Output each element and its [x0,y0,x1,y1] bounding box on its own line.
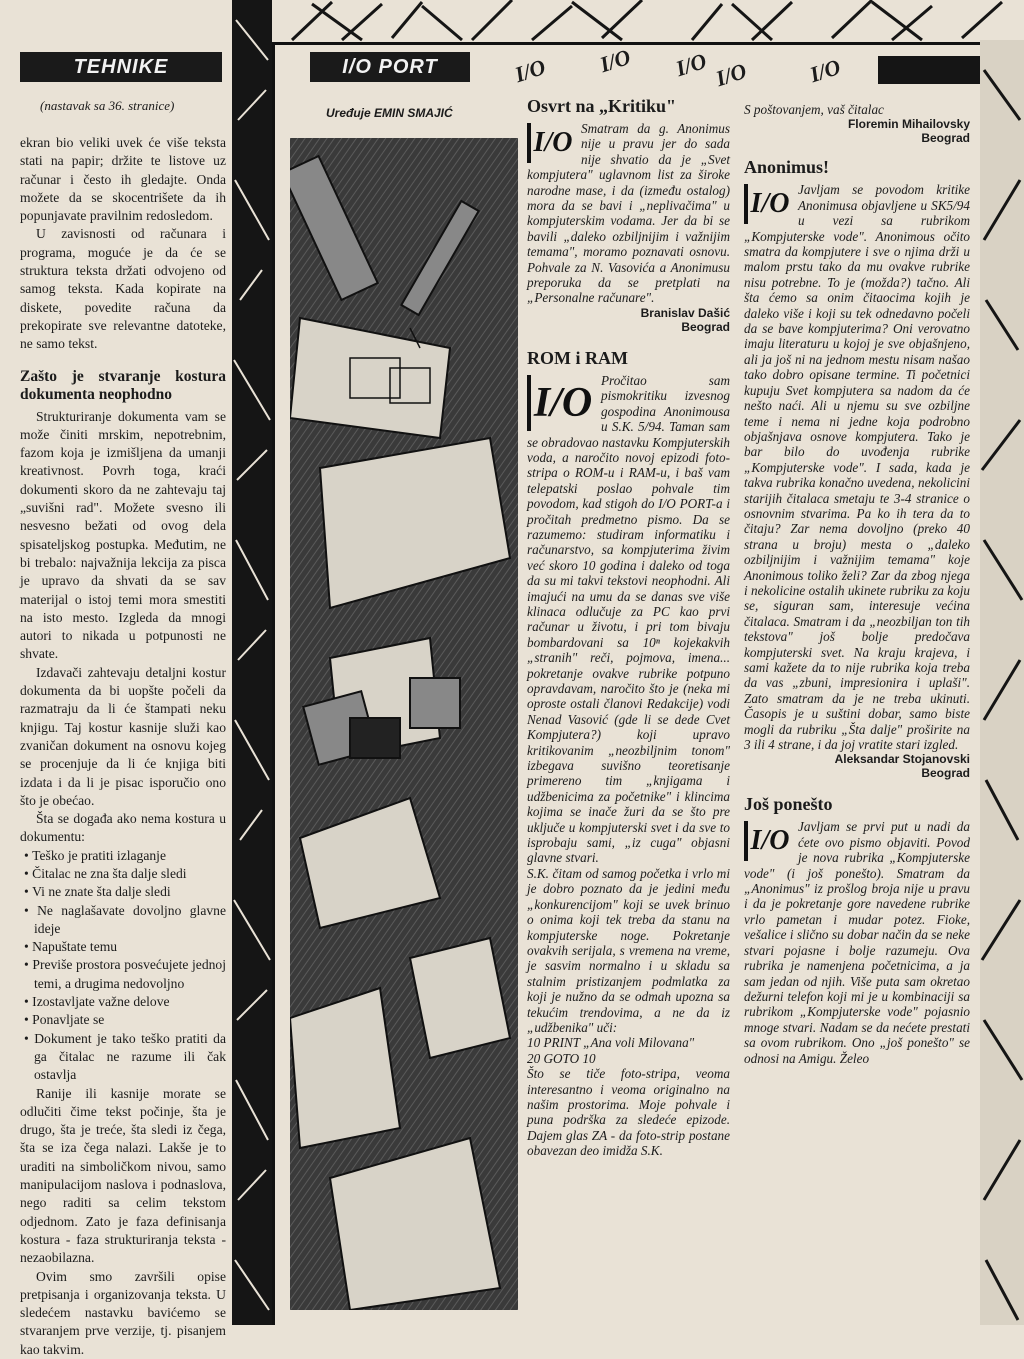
closing-line: S poštovanjem, vaš čitalac [744,102,884,117]
letter-body [744,182,970,752]
paragraph: Šta se događa ako nema kostura u dokumentu: [20,811,226,845]
letter-title: Još ponešto [744,794,833,815]
tehnike-column [0,0,232,1357]
bullet-item: • Ponavljate se [20,1011,226,1029]
letter-paragraph: S.K. čitam od samog početka i vrlo mi je dobro poznato da je jedini među „konkurencijom" koji se uvek brinuo o onima koji tek treba da stanu na kompjuterske noge. Pokretanje ovakvih serijala, s vremena na vreme, je sasvim normalno i u skladu sa stalnim pristizanjem podmlatka za koji je nužno da se odmah upozna sa tekućim trendovima, a ne da iz „udžbenika" uči: [527,865,730,1035]
paragraph: U zavisnosti od računara i programa, moguće je da će se struktura teksta držati odvojeno od samog teksta. Kada kopirate na diskete, povedite računa da prekopirate sve relevantne datoteke, ne samo tekst. [20,226,226,352]
paragraph: Ovim smo završili opise pretpisanja i organizovanja teksta. U sledećem nastavku bavićemo se stvaranjem prve verzije, tj. pisanjem kao takvim. [20,1268,226,1357]
letter-title: ROM i RAM [527,347,628,368]
decorative-strip [232,0,272,1325]
bullet-item: • Vi ne znate šta dalje sledi [20,883,226,901]
bullet-list [20,847,226,1085]
signature-city: Beograd [921,131,970,146]
io-logo: I/O [672,47,710,82]
io-logo: I/O [527,123,575,163]
letter-body [744,819,970,1066]
signature-name: Branislav Dašić [640,305,730,320]
decorative-scribble [272,0,1024,44]
io-port-banner: I/O PORT [310,52,470,82]
io-logo: I/O [744,184,792,224]
letters-column-2 [744,102,970,1066]
io-logo: I/O [511,53,549,88]
bullet-item: • Čitalac ne zna šta dalje sledi [20,865,226,883]
paragraph: ekran bio veliki uvek će više teksta stati na papir; držite te listove uz računar i često ih gledajte. Onda možete da se skocentrišete da ih popunjavate pravilnim redosledom. [20,135,226,224]
io-logo: I/O [596,43,634,78]
subhead: Zašto je stvaranje kostura dokumenta neophodno [20,367,226,403]
letter-paragraph: Što se tiče foto-stripa, veoma interesantno i veoma originalno na našim prostorima. Moje pohvale i puna podrška za sledeće epizode. Dajem glas ZA - da foto-strip postane obavezan deo imidža S.K. [527,1066,730,1159]
illustration [290,138,518,1310]
continued-note: (nastavak sa 36. stranice) [40,98,175,113]
signature-city: Beograd [681,319,730,334]
bullet-item: • Izostavljate važne delove [20,993,226,1011]
io-logo: I/O [744,821,792,861]
tehnike-banner: TEHNIKE [20,52,222,82]
letter-body [527,121,730,306]
letter-title: Anonimus! [744,157,830,178]
letter-paragraph: Javljam se povodom kritike Anonimusa objavljene u SK5/94 u vezi sa rubrikom „Kompjuterske vode". Anonimous očito smatra da kompjutere i sve o njima drži u malom prstu tako da mu ovakve rubrike nisu potrebne. To je (možda?) tačno. Ali šta ćemo sa onim čitaocima kojih je daleko više i koji su tek odnedavno počeli da se bave kompjuterima? Oni verovatno imaju literaturu u kojoj je sve objašnjeno, ali ja još ni na jednom mestu nisam našao tako dobro opisane termine. Ti početnici kupuju Svet kompjutera sa nadom da će nešto naći. Ali u njemu su sve ozbiljne teme i nema ni jedne koja podrobno objašnjava osnove kompjutera. Tako je bar bilo do uvođenja rubrike „Kompjuterske vode". I sada, kada je takva rubrika konačno uvedena, nekolicini starijih čitalaca smetaju te 3-4 stranice o osnovnim stvarima. Pa ko ih tera da to čitaju? Zar nema dovoljno (preko 40 strana u broju) mesta o „daleko ozbiljnijim i važnijim temama" koje Anonimous toliko želi? Zar da zbog njega i nekolicine ostalih ukinete rubriku za koju se, siguran sam, interesuje većina čitalaca. Smatram i da „neozbiljan ton tih tekstova" još bolje predočava kompjuterski svet. Na kraju krajeva, i sami kažete da to nije rubrika koja treba da vas „zbuni, impresionira i uplaši". Zato smatram da je ne treba ukinuti. Časopis je u suštini dobar, samo biste mogli da rubriku „Šta dalje" proširite na 3 ili 4 strane, i da joj vratite stari izgled. [744,182,970,753]
code-line: 20 GOTO 10 [527,1050,596,1066]
bullet-item: • Dokument je tako teško pratiti da ga čitalac ne razume ili čak ostavlja [20,1030,226,1085]
letter-title: Osvrt na „Kritiku" [527,96,677,116]
io-logo: I/O [527,375,595,431]
letter-paragraph: Smatram da g. Anonimus nije u pravu jer do sada nije shvatio da je „Svet kompjutera" uglavnom list za široke narodne mase, i da (između ostalog) mora da se bavi i „neplivačima" u kompjuterskim vodama. Jer da bi se bavili „daleko ozbiljnijim i važnijim temama", moramo poznavati osnovu. Pohvale za N. Vasovića a Anonimusu preporuka da se pretplati na „Personalne računare". [527,121,730,306]
paragraph: Strukturiranje dokumenta vam se može činiti mrskim, nepotrebnim, fazom koja je izmišljena da umanji kreativnost. Povrh toga, kraći dokumenti skoro da ne zahtevaju taj „suvišni rad". Možete svesno ili nesvesno bežati od ovog dela spisateljskog postupka. Međutim, ne bi trebalo: najvažnija lekcija za pisca je upravo da shvati da se sav materijal o istoj temi mora smestiti na isto mesto. Izgleda da mnogi autori to nikada u potpunosti ne shvate. [20,408,226,662]
code-line: 10 PRINT „Ana voli Milovana" [527,1035,695,1051]
decorative-scribble [980,40,1024,1325]
tehnike-article [20,134,226,1359]
editor-credit: Uređuje EMIN SMAJIĆ [326,106,453,120]
bullet-item: • Previše prostora posvećujete jednoj temi, a drugima nedovoljno [20,956,226,993]
bullet-item: • Ne naglašavate dovoljno glavne ideje [20,902,226,939]
io-logo: I/O [806,53,844,88]
letter-paragraph: Javljam se prvi put u nadi da ćete ovo pismo objaviti. Povod je nova rubrika „Kompjuterske vode" (i još ponešto). Smatram da „Anonimus" iz prošlog broja nije u pravu i da je pokretanje gore navedene rubrike vrlo pametan i mudar potez. Fioke, vešalice i slično su dobar način da se neke stvari pojasne i bolje razumeju. Ova rubrika je namenjena početnicima, a ja sam jedan od njih. Više puta sam okretao dežurni telefon koji mi je u kombinaciji sa rubrikom „Kompjuterske vode" pojasnio mnoge stvari. Nadam se da nećete prestati sa ovom rubrikom. Ono „još ponešto" se odnosi na Amigu. Želeo [744,819,970,1066]
signature-city: Beograd [921,766,970,781]
bullet-item: • Teško je pratiti izlaganje [20,847,226,865]
letter-body [527,373,730,1159]
signature-name: Aleksandar Stojanovski [834,752,970,767]
signature-name: Floremin Mihailovsky [847,117,970,132]
paragraph: Ranije ili kasnije morate se odlučiti čime tekst počinje, šta je drugo, šta je treće, šta sledi iz čega, šta se iza čega nalazi. Lakše je to uraditi na simboličkom nivou, samo manipulacijom naslova i podnaslova, nego raditi sa celim tekstom odjednom. Zato je faza definisanja kostura - faza strukturiranja teksta - nezaobilazna. [20,1085,226,1266]
letters-column-1 [527,96,730,1159]
letter-paragraph: Pročitao sam pismokritiku izvesnog gospodina Anonimousa u S.K. 5/94. Taman sam se obradovao nastavku Kompjuterskih voda, a naročito novoj epizodi foto-stripa o ROM-u i RAM-u, i baš vam telepatski poslao pohvale tim povodom, kad stigoh do I/O PORT-a i pročitah predmetno pismo. Da se razumemo: studiram informatiku i računarstvo, sa kompjuterima živim već skoro 10 godina i daleko od toga da su mi takvi tekstovi neophodni. Ali imajući na umu da se danas sve više klinaca odlučuje za PC kao prvi računar u životu, i pri tom bivaju bombardovani sa 10ⁿ kojekakvih „stranih" reči, pojmova, imena... pokretanje ovakve rubrike potpuno opravdavam, naročito što je (neka mi oproste ostali članovi Redakcije) vodi Nenad Vasović (gde li se dede Cvet Kompjutera?) koji upravo kritikovanim „neozbiljnim tonom" izbegava suvišno teoretisanje primereno tim „knjigama i udžbenicima za početnike" i klincima kojima se inače žuri da se što pre uključe u kompjuterski svet i da sve to isprobaju sami, „iz cuga" objasni glavne stvari. [527,372,730,866]
io-logo: I/O [712,57,750,92]
header-bar [878,56,980,84]
bullet-item: • Napuštate temu [20,938,226,956]
paragraph: Izdavači zahtevaju detaljni kostur dokumenta da bi uopšte počeli da razmatraju da li će štampati neku knjigu. Taj kostur kasnije služi kao zvaničan dokument na osnovu kojeg se procenjuje da li će knjiga biti izdata i da li je pisac isporučio ono što je obećao. [20,664,226,808]
